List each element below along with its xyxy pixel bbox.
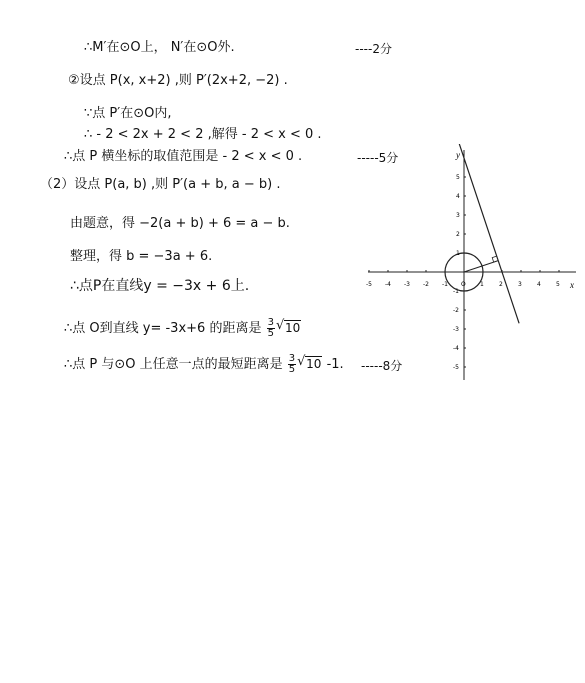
line-1: ∴M′在⊙O上， N′在⊙O外. bbox=[84, 40, 235, 55]
perpendicular-segment bbox=[464, 261, 498, 272]
x-tick-label: -5 bbox=[366, 281, 372, 288]
y-tick-label: -5 bbox=[453, 364, 459, 371]
tick-labels bbox=[366, 150, 574, 371]
line-11-tail: -1. bbox=[322, 357, 344, 372]
y-tick-label: 3 bbox=[456, 212, 460, 219]
score-5: -----5分 bbox=[357, 151, 399, 165]
fraction-denominator: 5 bbox=[267, 328, 274, 339]
y-tick-label: 5 bbox=[456, 174, 460, 181]
line-11 bbox=[64, 354, 344, 375]
line-5: ∴点 P 横坐标的取值范围是 - 2 < x < 0 . bbox=[64, 149, 303, 164]
axes bbox=[368, 150, 576, 380]
line-10-text: ∴点 O到直线 y= -3x+6 的距离是 bbox=[64, 321, 262, 336]
x-tick-label: 3 bbox=[518, 281, 522, 288]
x-tick-label: 2 bbox=[499, 281, 503, 288]
y-tick-label: 2 bbox=[456, 231, 460, 238]
x-tick-label: -2 bbox=[423, 281, 429, 288]
fraction bbox=[267, 318, 275, 339]
line-10 bbox=[64, 318, 301, 339]
y-tick-label: -1 bbox=[453, 288, 459, 295]
x-tick-label: -4 bbox=[385, 281, 391, 288]
x-tick-label: 4 bbox=[537, 281, 541, 288]
line-8: 整理，得 b = −3a + 6. bbox=[70, 249, 213, 264]
y-tick-label: 4 bbox=[456, 193, 460, 200]
line-2: ②设点 P(x, x+2) ,则 P′(2x+2, −2) . bbox=[68, 73, 288, 88]
fraction-numerator: 3 bbox=[267, 317, 274, 328]
line-3: ∵点 P′在⊙O内, bbox=[84, 106, 172, 121]
line-4: ∴ - 2 < 2x + 2 < 2 ,解得 - 2 < x < 0 . bbox=[84, 127, 322, 142]
x-axis-label: x bbox=[570, 280, 574, 290]
radicand: 10 bbox=[284, 321, 301, 335]
y-tick-label: -4 bbox=[453, 345, 459, 352]
x-tick-label: -1 bbox=[442, 281, 448, 288]
y-tick-label: 1 bbox=[456, 250, 460, 257]
line-9: ∴点P在直线y = −3x + 6上. bbox=[70, 278, 250, 294]
square-root bbox=[297, 356, 322, 373]
fraction bbox=[288, 354, 296, 375]
line-7: 由题意，得 −2(a + b) + 6 = a − b. bbox=[70, 216, 290, 231]
x-tick-label: O bbox=[461, 281, 466, 288]
fraction-numerator: 3 bbox=[288, 353, 296, 364]
coordinate-graph bbox=[364, 144, 580, 384]
line-y-neg3x-plus6 bbox=[458, 144, 519, 323]
x-tick-label: 1 bbox=[480, 281, 484, 288]
score-2: ----2分 bbox=[355, 42, 392, 56]
y-axis-label: y bbox=[456, 150, 460, 160]
y-tick-label: -2 bbox=[453, 307, 459, 314]
score-8: -----8分 bbox=[361, 359, 403, 373]
x-tick-label: -3 bbox=[404, 281, 410, 288]
line-6: （2）设点 P(a, b) ,则 P′(a + b, a − b) . bbox=[40, 177, 281, 192]
line-11-text: ∴点 P 与⊙O 上任意一点的最短距离是 bbox=[64, 357, 283, 372]
x-tick-label: 5 bbox=[556, 281, 560, 288]
fraction-denominator: 5 bbox=[288, 364, 296, 375]
square-root bbox=[276, 320, 301, 337]
radicand: 10 bbox=[306, 357, 322, 371]
y-tick-label: -3 bbox=[453, 326, 459, 333]
